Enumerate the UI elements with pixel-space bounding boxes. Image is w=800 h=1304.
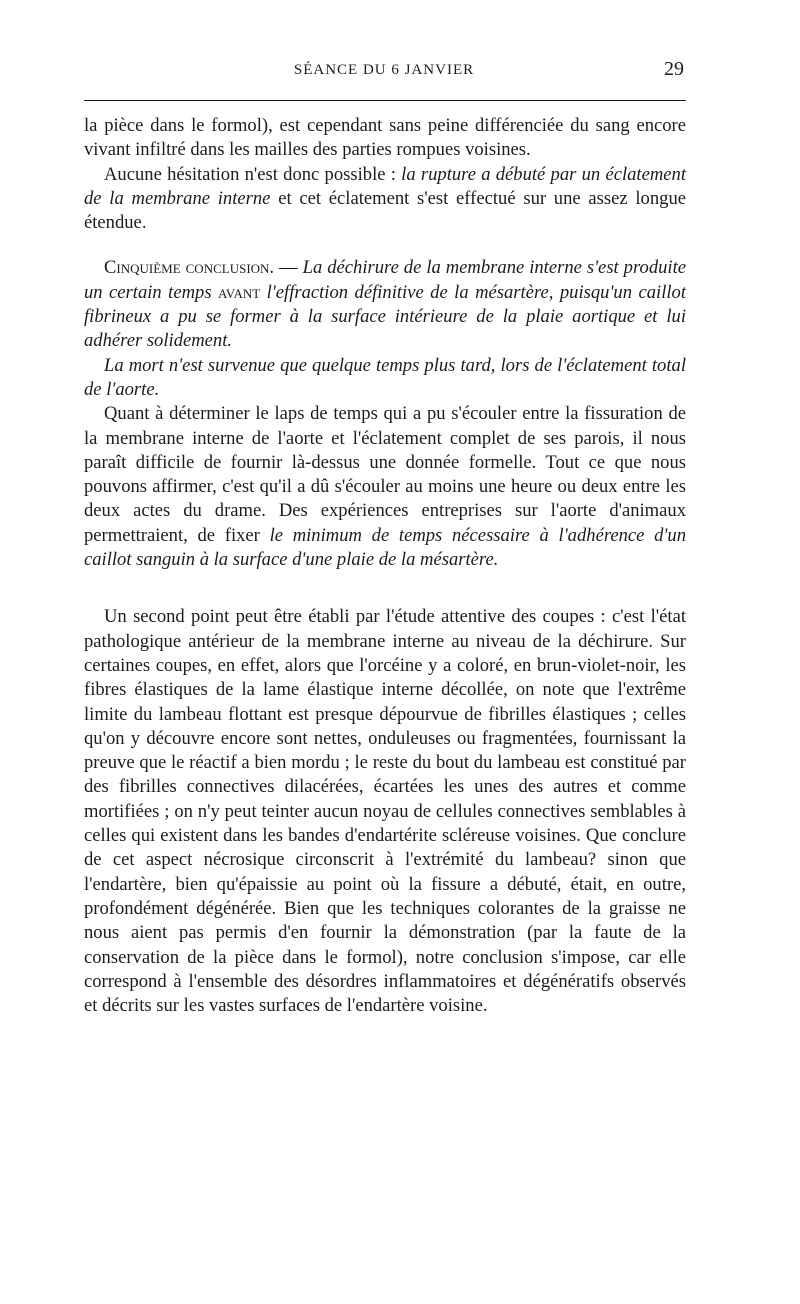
paragraph-3-italic-c: l'effraction définitive de la mésartère, puisqu'un caillot fibrineux a pu se former à la surface intérieure de la plaie aortique et lui adhérer solidement. bbox=[84, 281, 686, 352]
paragraph-2-italic: la rupture a débuté par un éclatement de la membrane interne bbox=[84, 163, 686, 209]
running-title: SÉANCE DU 6 JANVIER bbox=[293, 62, 475, 78]
paragraph-4-italic: La mort n'est survenue que quelque temps plus tard, lors de l'éclatement total de l'aorte. bbox=[84, 354, 686, 400]
paragraph-5-italic: le minimum de temps nécessaire à l'adhérence d'un caillot sanguin à la surface d'une plaie de la mésartère. bbox=[84, 524, 687, 571]
paragraph-5 bbox=[84, 402, 686, 572]
conclusion-heading: Cinquième conclusion. bbox=[104, 257, 275, 279]
header-rule bbox=[84, 100, 686, 101]
paragraph-2-text-a: Aucune hésitation n'est donc possible : bbox=[104, 163, 402, 185]
paragraph-5-text: Quant à déterminer le laps de temps qui a pu s'écouler entre la fissuration de la membrane interne de l'aorte et l'éclatement complet de ses parois, il nous paraît difficile de fournir là-dessus une donnée formelle. Tout ce que nous pouvons affirmer, c'est qu'il a dû s'écouler au moins une heure ou deux entre les deux actes du drame. Des expériences entreprises sur l'aorte d'animaux permettraient, de fixer bbox=[84, 403, 686, 546]
page-number: 29 bbox=[664, 58, 684, 80]
paragraph-3-italic-a: La déchirure de la membrane interne s'est produite un certain temps bbox=[84, 257, 687, 303]
paragraph-2 bbox=[84, 163, 686, 236]
paragraph-3 bbox=[84, 256, 686, 353]
conclusion-dash: — bbox=[274, 257, 303, 279]
paragraph-2-text-c: et cet éclatement s'est effectué sur une assez longue étendue. bbox=[84, 187, 686, 234]
paragraph-6 bbox=[84, 605, 686, 1018]
body-text bbox=[84, 114, 686, 1018]
paragraph-1-text: la pièce dans le formol), est cependant sans peine différenciée du sang encore vivant infiltré dans les mailles des parties rompues voisines. bbox=[84, 115, 686, 161]
paragraph-1 bbox=[84, 114, 686, 163]
paragraph-3-avant: avant bbox=[218, 281, 261, 303]
page-header bbox=[84, 56, 684, 86]
paragraph-4 bbox=[84, 354, 686, 403]
paragraph-6-text: Un second point peut être établi par l'étude attentive des coupes : c'est l'état pathologique antérieur de la membrane interne au niveau de la déchirure. Sur certaines coupes, en effet, alors que l'orcéine y a coloré, en brun-violet-noir, les fibres élastiques de la lame élastique interne décollée, on note que l'extrême limite du lambeau flottant est presque dépourvue de fibrilles élastiques ; celles qu'on y découvre encore sont nettes, onduleuses ou fragmentées, fournissant la preuve que le réactif a bien mordu ; le reste du bout du lambeau est constitué par des fibrilles connectives dilacérées, écartées les unes des autres et comme mortifiées ; on n'y peut teinter aucun noyau de cellules connectives semblables à celles qui existent dans les bandes d'endartérite scléreuse voisines. Que conclure de cet aspect nécrosique circonscrit à l'extrémité du lambeau? sinon que l'endartère, bien qu'épaissie au point où la fissure a débuté, était, en outre, profondément dégénérée. Bien que les techniques colorantes de la graisse ne nous aient pas permis d'en fournir la démonstration (par la faute de la conservation de la pièce dans le formol), notre conclusion s'impose, car elle correspond à l'ensemble des désordres inflammatoires et dégénératifs observés et décrits sur les vastes surfaces de l'endartère voisine. bbox=[84, 606, 686, 1017]
